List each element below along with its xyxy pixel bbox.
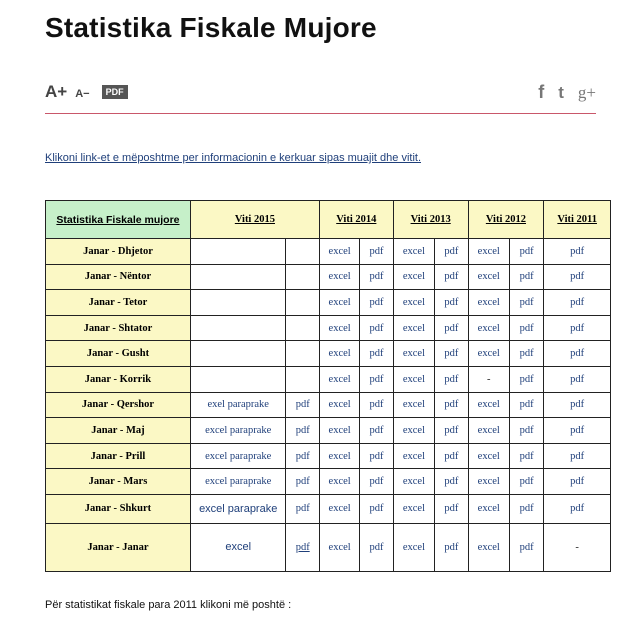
cell-c2013a <box>393 418 434 444</box>
cell-c2015a <box>190 469 286 495</box>
cell-c2013a <box>393 523 434 571</box>
pdf-link[interactable]: pdf <box>519 296 534 308</box>
cell-c2015a <box>190 290 286 316</box>
text-tools <box>45 82 128 102</box>
excel-link[interactable]: excel <box>402 541 426 553</box>
cell-c2015a <box>190 366 286 392</box>
pdf-link[interactable]: pdf <box>519 322 534 334</box>
excel-link[interactable]: excel <box>402 322 426 334</box>
cell-c2014a <box>319 494 359 523</box>
cell-c2012a <box>468 290 509 316</box>
cell-c2015a <box>190 523 286 571</box>
pdf-link[interactable]: pdf <box>369 271 384 283</box>
intro-link[interactable]: Klikoni link-et e mëposhtme per informacionin e kerkuar sipas muajit dhe vitit. <box>45 152 421 164</box>
pdf-link[interactable]: pdf <box>570 373 585 385</box>
excel-link[interactable]: excel <box>328 450 351 462</box>
month-range-cell: Janar - Maj <box>46 418 191 444</box>
pdf-link[interactable]: pdf <box>444 450 459 462</box>
cell-c2012b <box>509 469 543 495</box>
cell-c2012b <box>509 290 543 316</box>
excel-link[interactable]: excel <box>328 348 351 360</box>
cell-c2011 <box>544 341 611 367</box>
cell-c2013b <box>435 315 468 341</box>
cell-c2011 <box>544 523 611 571</box>
pdf-link[interactable]: pdf <box>444 373 459 385</box>
cell-c2012b <box>509 264 543 290</box>
pdf-link[interactable]: pdf <box>295 399 310 411</box>
cell-c2014b <box>360 315 393 341</box>
cell-c2013b <box>435 443 468 469</box>
twitter-icon[interactable]: t <box>558 82 564 102</box>
excel-link[interactable]: excel <box>402 476 426 488</box>
cell-c2014a <box>319 239 359 265</box>
table-row <box>46 366 611 392</box>
excel-link[interactable]: excel <box>328 541 351 553</box>
month-range-cell: Janar - Tetor <box>46 290 191 316</box>
cell-c2012b <box>509 523 543 571</box>
cell-c2013a <box>393 264 434 290</box>
table-row <box>46 290 611 316</box>
cell-c2014b <box>360 469 393 495</box>
pdf-link[interactable]: pdf <box>519 373 534 385</box>
footer-text: Për statistikat fiskale para 2011 klikoni më poshtë : <box>45 599 292 611</box>
cell-c2014b <box>360 494 393 523</box>
month-range-cell: Janar - Qershor <box>46 392 191 418</box>
header-2012[interactable]: Viti 2012 <box>468 201 544 239</box>
cell-c2013a <box>393 341 434 367</box>
pdf-link[interactable]: pdf <box>444 541 459 553</box>
cell-c2013b <box>435 366 468 392</box>
pdf-link[interactable]: pdf <box>519 476 534 488</box>
cell-c2012a <box>468 341 509 367</box>
header-2013[interactable]: Viti 2013 <box>393 201 468 239</box>
pdf-link[interactable]: pdf <box>295 541 310 553</box>
excel-link[interactable]: excel <box>402 424 426 436</box>
pdf-link[interactable]: pdf <box>519 399 534 411</box>
cell-c2011 <box>544 443 611 469</box>
excel-link[interactable]: excel <box>402 296 426 308</box>
excel-link[interactable]: excel paraprake <box>199 502 278 515</box>
cell-c2014a <box>319 418 359 444</box>
excel-link[interactable]: excel paraprake <box>205 424 272 436</box>
cell-c2012a <box>468 418 509 444</box>
cell-c2014a <box>319 341 359 367</box>
cell-c2014a <box>319 392 359 418</box>
excel-link[interactable]: excel <box>328 399 351 411</box>
excel-link[interactable]: excel <box>402 373 426 385</box>
pdf-link[interactable]: pdf <box>570 450 585 462</box>
pdf-link[interactable]: pdf <box>570 503 585 515</box>
cell-c2015b <box>286 264 319 290</box>
font-increase-button[interactable]: A+ <box>45 82 68 101</box>
cell-c2014b <box>360 392 393 418</box>
pdf-link[interactable]: pdf <box>295 476 310 488</box>
social-links <box>538 82 596 103</box>
pdf-link[interactable]: pdf <box>295 424 310 436</box>
pdf-link[interactable]: pdf <box>369 450 384 462</box>
excel-link[interactable]: excel <box>225 541 252 554</box>
excel-link[interactable]: exel paraprake <box>207 399 269 411</box>
cell-c2012a <box>468 315 509 341</box>
pdf-link[interactable]: pdf <box>369 424 384 436</box>
cell-c2014b <box>360 366 393 392</box>
cell-c2011 <box>544 290 611 316</box>
cell-c2014a <box>319 315 359 341</box>
facebook-icon[interactable]: f <box>538 82 545 102</box>
cell-c2015b <box>286 469 319 495</box>
pdf-link[interactable]: pdf <box>519 348 534 360</box>
excel-link[interactable]: excel <box>328 245 351 257</box>
unavailable-marker: - <box>575 541 579 553</box>
unavailable-marker: - <box>487 373 491 385</box>
cell-c2014b <box>360 341 393 367</box>
cell-c2012b <box>509 443 543 469</box>
cell-c2013b <box>435 494 468 523</box>
pdf-link[interactable]: pdf <box>369 348 384 360</box>
table-row <box>46 494 611 523</box>
divider <box>45 113 596 114</box>
cell-c2011 <box>544 392 611 418</box>
cell-c2012b <box>509 239 543 265</box>
header-2015[interactable]: Viti 2015 <box>190 201 319 239</box>
excel-link[interactable]: excel <box>477 541 500 553</box>
month-range-cell: Janar - Prill <box>46 443 191 469</box>
pdf-link[interactable]: pdf <box>519 271 534 283</box>
pdf-link[interactable]: pdf <box>369 399 384 411</box>
cell-c2015b <box>286 366 319 392</box>
cell-c2012b <box>509 392 543 418</box>
cell-c2015a <box>190 494 286 523</box>
cell-c2012a <box>468 264 509 290</box>
cell-c2015b <box>286 523 319 571</box>
cell-c2014a <box>319 469 359 495</box>
cell-c2012b <box>509 418 543 444</box>
cell-c2015b <box>286 418 319 444</box>
pdf-link[interactable]: pdf <box>519 450 534 462</box>
cell-c2012a <box>468 239 509 265</box>
table-row <box>46 523 611 571</box>
excel-link[interactable]: excel <box>328 424 351 436</box>
pdf-link[interactable]: pdf <box>444 348 459 360</box>
cell-c2015b <box>286 392 319 418</box>
cell-c2013b <box>435 239 468 265</box>
cell-c2013b <box>435 523 468 571</box>
pdf-link[interactable]: pdf <box>519 245 534 257</box>
table-row <box>46 418 611 444</box>
excel-link[interactable]: excel <box>477 348 500 360</box>
cell-c2013b <box>435 469 468 495</box>
pdf-link[interactable]: pdf <box>570 348 585 360</box>
cell-c2015a <box>190 239 286 265</box>
excel-link[interactable]: excel <box>402 450 426 462</box>
pdf-link[interactable]: pdf <box>444 424 459 436</box>
cell-c2014b <box>360 443 393 469</box>
fiscal-statistics-table <box>45 200 611 572</box>
excel-link[interactable]: excel <box>328 503 351 515</box>
pdf-link[interactable]: pdf <box>444 322 459 334</box>
cell-c2012a <box>468 392 509 418</box>
excel-link[interactable]: excel <box>477 399 500 411</box>
excel-link[interactable]: excel paraprake <box>205 450 272 462</box>
pdf-link[interactable]: pdf <box>444 476 459 488</box>
table-row <box>46 315 611 341</box>
cell-c2013a <box>393 469 434 495</box>
cell-c2015b <box>286 494 319 523</box>
cell-c2015b <box>286 341 319 367</box>
header-label[interactable]: Statistika Fiskale mujore <box>46 201 191 239</box>
pdf-link[interactable]: pdf <box>444 245 459 257</box>
pdf-link[interactable]: pdf <box>570 476 585 488</box>
pdf-link[interactable]: pdf <box>519 503 534 515</box>
excel-link[interactable]: excel <box>402 271 426 283</box>
cell-c2013a <box>393 315 434 341</box>
pdf-link[interactable]: pdf <box>444 399 459 411</box>
pdf-link[interactable]: pdf <box>369 322 384 334</box>
pdf-link[interactable]: pdf <box>369 245 384 257</box>
month-range-cell: Janar - Shkurt <box>46 494 191 523</box>
cell-c2013a <box>393 494 434 523</box>
cell-c2014b <box>360 264 393 290</box>
cell-c2014a <box>319 523 359 571</box>
cell-c2013a <box>393 290 434 316</box>
header-2011[interactable]: Viti 2011 <box>544 201 611 239</box>
excel-link[interactable]: excel <box>477 271 500 283</box>
pdf-link[interactable]: pdf <box>369 541 384 553</box>
cell-c2015a <box>190 443 286 469</box>
table-header-row <box>46 201 611 239</box>
pdf-button[interactable]: PDF <box>102 85 128 99</box>
month-range-cell: Janar - Shtator <box>46 315 191 341</box>
cell-c2013b <box>435 418 468 444</box>
cell-c2011 <box>544 366 611 392</box>
excel-link[interactable]: excel <box>477 296 500 308</box>
month-range-cell: Janar - Korrik <box>46 366 191 392</box>
cell-c2013b <box>435 264 468 290</box>
excel-link[interactable]: excel <box>477 245 500 257</box>
cell-c2012b <box>509 341 543 367</box>
pdf-link[interactable]: pdf <box>570 271 585 283</box>
cell-c2015b <box>286 239 319 265</box>
cell-c2014a <box>319 264 359 290</box>
cell-c2012a <box>468 523 509 571</box>
cell-c2012b <box>509 494 543 523</box>
cell-c2015a <box>190 341 286 367</box>
pdf-link[interactable]: pdf <box>444 271 459 283</box>
cell-c2014a <box>319 366 359 392</box>
font-decrease-button[interactable]: A− <box>75 88 90 100</box>
cell-c2013a <box>393 443 434 469</box>
cell-c2011 <box>544 469 611 495</box>
cell-c2012a <box>468 469 509 495</box>
pdf-link[interactable]: pdf <box>295 450 310 462</box>
pdf-link[interactable]: pdf <box>369 373 384 385</box>
excel-link[interactable]: excel <box>328 296 351 308</box>
header-2014[interactable]: Viti 2014 <box>319 201 393 239</box>
cell-c2011 <box>544 264 611 290</box>
cell-c2015b <box>286 290 319 316</box>
excel-link[interactable]: excel <box>328 322 351 334</box>
cell-c2011 <box>544 239 611 265</box>
excel-link[interactable]: excel <box>402 348 426 360</box>
excel-link[interactable]: excel <box>402 503 426 515</box>
pdf-link[interactable]: pdf <box>444 503 459 515</box>
pdf-link[interactable]: pdf <box>570 245 585 257</box>
excel-link[interactable]: excel <box>328 476 351 488</box>
cell-c2012b <box>509 366 543 392</box>
cell-c2012b <box>509 315 543 341</box>
cell-c2015a <box>190 418 286 444</box>
toolbar <box>45 82 596 104</box>
cell-c2014b <box>360 418 393 444</box>
excel-link[interactable]: excel <box>477 476 500 488</box>
table-row <box>46 469 611 495</box>
table-row <box>46 392 611 418</box>
cell-c2014a <box>319 290 359 316</box>
cell-c2013b <box>435 392 468 418</box>
cell-c2013b <box>435 290 468 316</box>
excel-link[interactable]: excel <box>402 245 426 257</box>
excel-link[interactable]: excel <box>328 373 351 385</box>
excel-link[interactable]: excel <box>477 450 500 462</box>
cell-c2015b <box>286 315 319 341</box>
cell-c2013a <box>393 392 434 418</box>
excel-link[interactable]: excel <box>402 399 426 411</box>
month-range-cell: Janar - Janar <box>46 523 191 571</box>
cell-c2013b <box>435 341 468 367</box>
cell-c2013a <box>393 366 434 392</box>
cell-c2014b <box>360 239 393 265</box>
cell-c2011 <box>544 418 611 444</box>
cell-c2015b <box>286 443 319 469</box>
cell-c2012a <box>468 494 509 523</box>
cell-c2015a <box>190 315 286 341</box>
cell-c2011 <box>544 494 611 523</box>
pdf-link[interactable]: pdf <box>570 399 585 411</box>
table-row <box>46 264 611 290</box>
pdf-link[interactable]: pdf <box>519 541 534 553</box>
table-row <box>46 443 611 469</box>
pdf-link[interactable]: pdf <box>444 296 459 308</box>
month-range-cell: Janar - Mars <box>46 469 191 495</box>
cell-c2014b <box>360 523 393 571</box>
cell-c2012a <box>468 443 509 469</box>
google-plus-icon[interactable]: g+ <box>577 82 596 102</box>
pdf-link[interactable]: pdf <box>570 424 585 436</box>
cell-c2014b <box>360 290 393 316</box>
table-row <box>46 239 611 265</box>
month-range-cell: Janar - Gusht <box>46 341 191 367</box>
pdf-link[interactable]: pdf <box>295 503 310 515</box>
pdf-link[interactable]: pdf <box>369 296 384 308</box>
cell-c2012a <box>468 366 509 392</box>
excel-link[interactable]: excel paraprake <box>205 476 272 488</box>
pdf-link[interactable]: pdf <box>570 296 585 308</box>
page-title: Statistika Fiskale Mujore <box>45 12 377 43</box>
table-row <box>46 341 611 367</box>
pdf-link[interactable]: pdf <box>519 424 534 436</box>
cell-c2015a <box>190 392 286 418</box>
excel-link[interactable]: excel <box>477 424 500 436</box>
pdf-link[interactable]: pdf <box>570 322 585 334</box>
cell-c2013a <box>393 239 434 265</box>
excel-link[interactable]: excel <box>477 503 500 515</box>
pdf-link[interactable]: pdf <box>369 476 384 488</box>
cell-c2011 <box>544 315 611 341</box>
month-range-cell: Janar - Nëntor <box>46 264 191 290</box>
pdf-link[interactable]: pdf <box>369 503 384 515</box>
excel-link[interactable]: excel <box>477 322 500 334</box>
excel-link[interactable]: excel <box>328 271 351 283</box>
cell-c2014a <box>319 443 359 469</box>
month-range-cell: Janar - Dhjetor <box>46 239 191 265</box>
cell-c2015a <box>190 264 286 290</box>
